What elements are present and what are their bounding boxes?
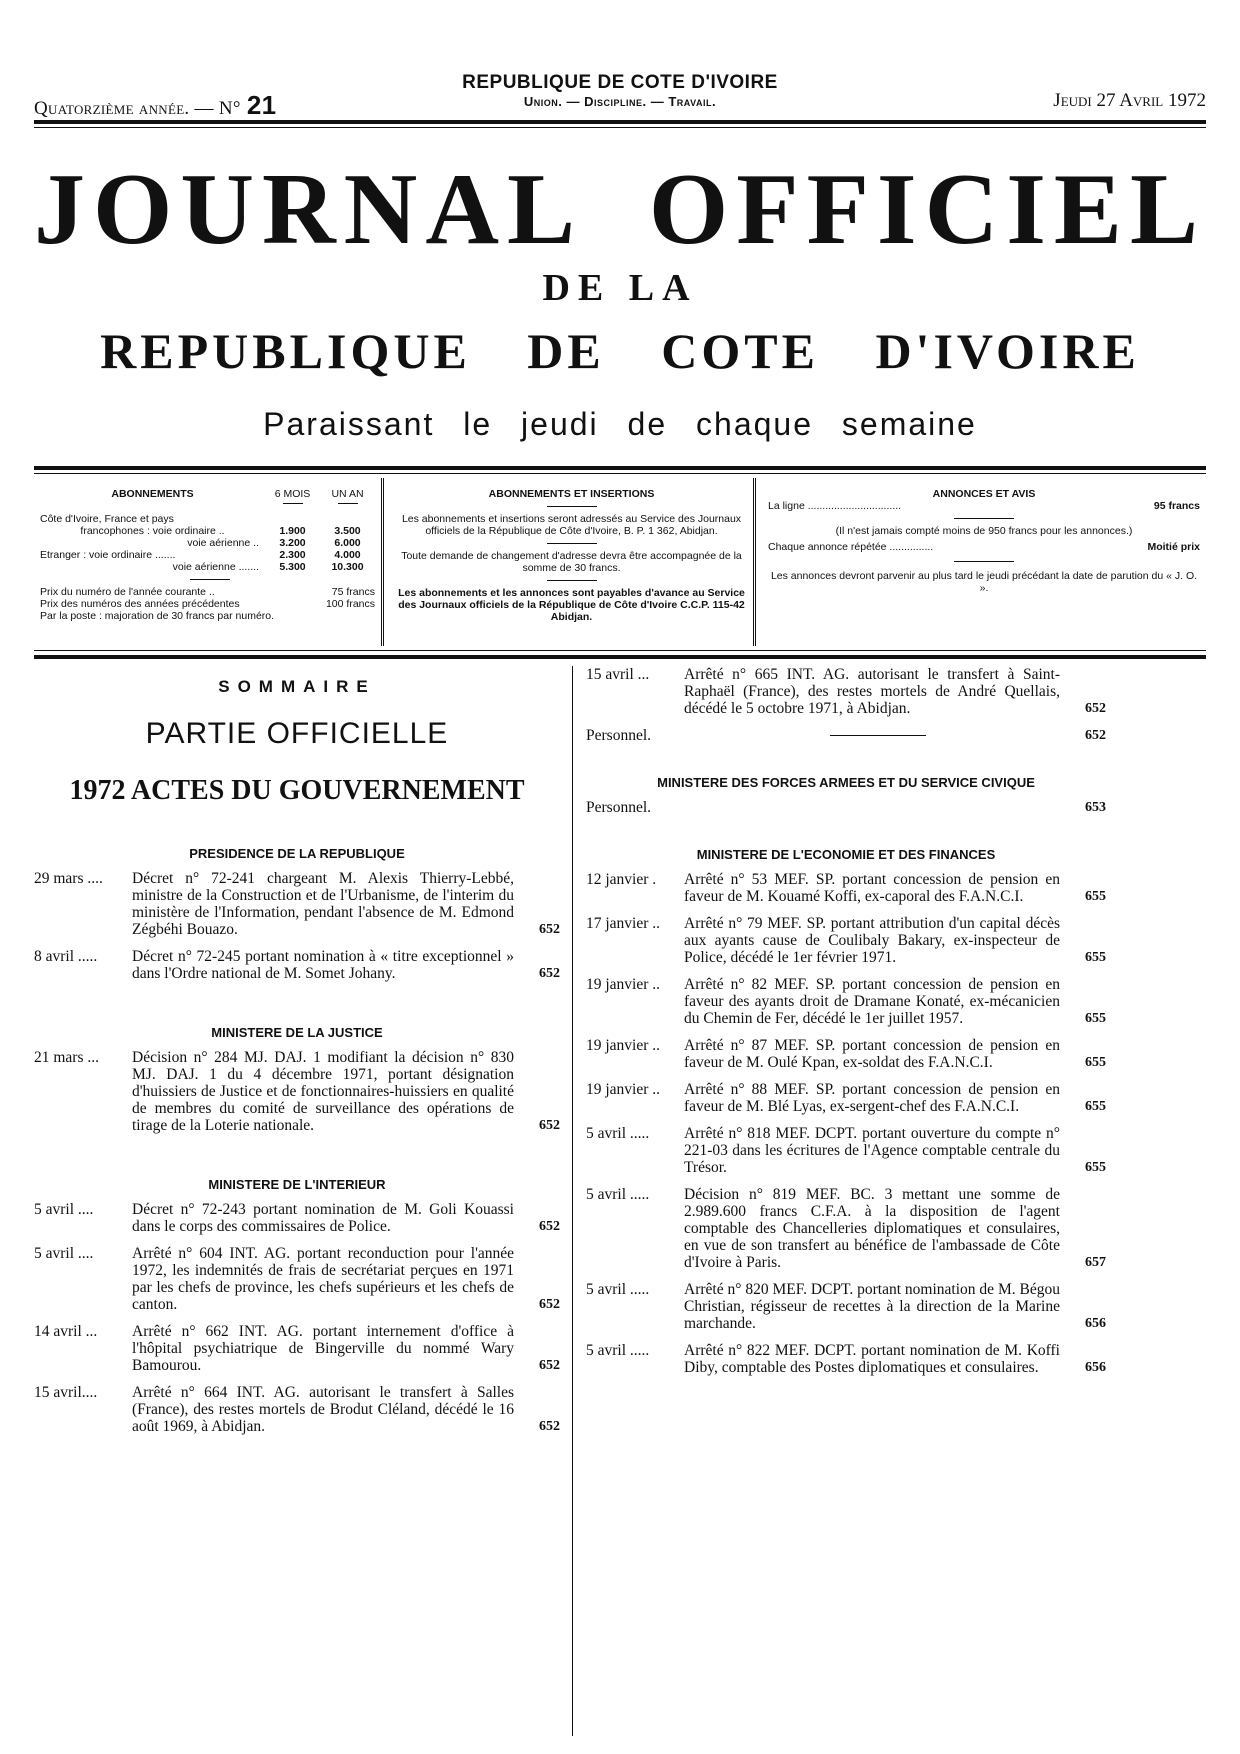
subscriptions-box	[34, 478, 384, 646]
list-item: 17 janvier .. Arrêté n° 79 MEF. SP. portant attribution d'un capital décès aux ayants cause de Coulibaly Bakary, ex-inspecteur de Police, décédé le 1er février 1971. 655	[586, 915, 1106, 966]
price-row: Par la poste : majoration de 30 francs par numéro.	[40, 610, 275, 622]
list-item: 15 avril.... Arrêté n° 664 INT. AG. autorisant le transfert à Salles (France), des restes mortels de Brodut Cléland, décédé le 16 août 1969, à Abidjan. 652	[34, 1384, 560, 1435]
subs-rule-top-thin	[34, 473, 1206, 474]
issue-date: Jeudi 27 Avril 1972	[1053, 90, 1206, 111]
price-row: Prix des numéros des années précédentes 100 francs	[40, 598, 375, 610]
right-column	[586, 666, 1106, 1386]
list-item: 21 mars ... Décision n° 284 MJ. DAJ. 1 modifiant la décision n° 830 MJ. DAJ. 1 du 4 décembre 1971, portant désignation d'huissiers de Justice et de fonctionnaires-huissiers en qualité de membres du comité de surveillance des opérations de tirage de la Loterie nationale. 652	[34, 1049, 560, 1134]
masthead-de-la: DE LA	[542, 267, 698, 309]
left-column	[34, 666, 560, 1445]
subs-row: francophones : voie ordinaire .. 1.900 3.500	[80, 525, 361, 537]
masthead-officiel: OFFICIEL	[648, 153, 1206, 266]
list-item: 12 janvier . Arrêté n° 53 MEF. SP. portant concession de pension en faveur de M. Kouamé Koffi, ex-caporal des F.A.N.C.I. 655	[586, 871, 1106, 905]
masthead-republique: REPUBLIQUE DE COTE D'IVOIRE	[100, 323, 1140, 379]
sommaire-title: SOMMAIRE	[218, 677, 376, 696]
announcements-box	[762, 478, 1206, 646]
section-title: MINISTERE DE L'ECONOMIE ET DES FINANCES	[696, 847, 996, 862]
subs-rule-bottom	[34, 655, 1206, 659]
list-item: 19 janvier .. Arrêté n° 87 MEF. SP. portant concession de pension en faveur de M. Oulé Kpan, ex-soldat des F.A.N.C.I. 655	[586, 1037, 1106, 1071]
publication-frequency: Paraissant le jeudi de chaque semaine	[263, 406, 977, 442]
section-title: MINISTERE DES FORCES ARMEES ET DU SERVICE CIVIQUE	[657, 775, 1035, 790]
section-title: PRESIDENCE DE LA REPUBLIQUE	[189, 846, 405, 861]
section-title: MINISTERE DE LA JUSTICE	[211, 1025, 383, 1040]
personnel-row: Personnel. 653	[586, 799, 1106, 816]
list-item: 14 avril ... Arrêté n° 662 INT. AG. portant internement d'office à l'hôpital psychiatrique de Bingerville du nommé Wary Bamourou. 652	[34, 1323, 560, 1374]
insertions-payment: Les abonnements et les annonces sont payables d'avance au Service des Journaux officiels de la République de Côte d'Ivoire C.C.P. 115-42 Abidjan.	[398, 587, 745, 623]
column-separator	[572, 666, 573, 1736]
header-rule	[34, 120, 1206, 124]
list-item: 8 avril ..... Décret n° 72-245 portant nomination à « titre exceptionnel » dans l'Ordre national de M. Somet Johany. 652	[34, 948, 560, 982]
repeat-price: Chaque annonce répétée ............... Moitié prix	[768, 541, 1200, 553]
country-name: REPUBLIQUE DE COTE D'IVOIRE	[462, 72, 778, 93]
section-title: MINISTERE DE L'INTERIEUR	[208, 1177, 386, 1192]
list-item: 29 mars .... Décret n° 72-241 chargeant M. Alexis Thierry-Lebbé, ministre de la Construction et de l'Urbanisme, de l'interim du ministère de l'Information, pendant l'absence de M. Edmond Zégbéhi Bouazo. 652	[34, 870, 560, 938]
masthead-journal: JOURNAL	[34, 153, 584, 266]
list-item: 19 janvier .. Arrêté n° 82 MEF. SP. portant concession de pension en faveur des ayants droit de Dramane Konaté, ex-mécanicien du Chemin de Fer, décédé le 1er juillet 1957. 655	[586, 976, 1106, 1027]
col-six-months: 6 MOIS	[274, 488, 311, 500]
list-item: 5 avril ..... Arrêté n° 822 MEF. DCPT. portant nomination de M. Koffi Diby, comptable des Postes diplomatiques et consulaires. 656	[586, 1342, 1106, 1376]
subs-row: voie aérienne .. 3.200 6.000	[187, 537, 361, 549]
insertions-title: ABONNEMENTS ET INSERTIONS	[488, 488, 655, 500]
line-price: La ligne ................................ 95 francs	[768, 500, 1200, 512]
list-item: 15 avril ... Arrêté n° 665 INT. AG. autorisant le transfert à Saint-Raphaël (France), des restes mortels de André Quellais, décédé le 5 octobre 1971, à Abidjan. 652	[586, 666, 1106, 717]
masthead	[34, 150, 1206, 270]
issue-header	[34, 72, 1206, 120]
list-item: 5 avril ..... Arrêté n° 820 MEF. DCPT. portant nomination de M. Bégou Christian, régisseur de recettes à la direction de la Marine marchande. 656	[586, 1281, 1106, 1332]
insertions-address: Les abonnements et insertions seront adressés au Service des Journaux officiels de la République de Côte d'Ivoire, B. P. 1 362, Abidjan.	[401, 513, 742, 537]
list-item: 5 avril .... Décret n° 72-243 portant nomination de M. Goli Kouassi dans le corps des commissaires de Police. 652	[34, 1201, 560, 1235]
subscriptions-title: ABONNEMENTS	[111, 488, 194, 500]
partie-officielle-title: PARTIE OFFICIELLE	[145, 717, 449, 750]
announcements-title: ANNONCES ET AVIS	[932, 488, 1036, 500]
insertions-box	[390, 478, 756, 646]
country-block	[34, 72, 1206, 109]
list-item: 19 janvier .. Arrêté n° 88 MEF. SP. portant concession de pension en faveur de M. Blé Lyas, ex-sergent-chef des F.A.N.C.I. 655	[586, 1081, 1106, 1115]
header-rule-thin	[34, 127, 1206, 128]
subs-rule-bottom-thin	[34, 650, 1206, 651]
deadline-note: Les annonces devront parvenir au plus tard le jeudi précédant la date de parution du « J. O. ».	[770, 570, 1198, 594]
minimum-note: (Il n'est jamais compté moins de 950 francs pour les annonces.)	[835, 525, 1133, 537]
list-item: 5 avril .... Arrêté n° 604 INT. AG. portant reconduction pour l'année 1972, les indemnités de frais de secrétariat perçues en 1971 par les chefs de province, les chefs supérieurs et les chefs de canton. 652	[34, 1245, 560, 1313]
insertions-address-change: Toute demande de changement d'adresse devra être accompagnée de la somme de 30 francs.	[401, 550, 742, 574]
actes-title: 1972 ACTES DU GOUVERNEMENT	[69, 775, 525, 806]
col-one-year: UN AN	[331, 488, 364, 500]
subscriptions-header	[40, 488, 375, 500]
subs-row: Côte d'Ivoire, France et pays	[40, 513, 174, 525]
personnel-row: Personnel. 652	[586, 727, 1106, 744]
subs-row: Etranger : voie ordinaire ....... 2.300 4.000	[40, 549, 361, 561]
national-motto: Union. — Discipline. — Travail.	[523, 94, 717, 109]
list-item: 5 avril ..... Arrêté n° 818 MEF. DCPT. portant ouverture du compte n° 221-03 dans les écritures de l'Agence comptable centrale du Trésor. 655	[586, 1125, 1106, 1176]
price-row: Prix du numéro de l'année courante .. 75 francs	[40, 586, 375, 598]
issue-number-value: 21	[246, 90, 277, 120]
list-item: 5 avril ..... Décision n° 819 MEF. BC. 3 mettant une somme de 2.989.600 francs C.F.A. à la disposition de l'agent comptable des Chancelleries diplomatiques et consulaires, en vue de son transfert au bénéfice de l'ambassade de Côte d'Ivoire à Paris. 657	[586, 1186, 1106, 1271]
subs-rule-top	[34, 466, 1206, 470]
edition-label: Quatorzième année. — N°	[34, 98, 241, 119]
subscription-info	[34, 478, 1206, 646]
subs-row: voie aérienne ....... 5.300 10.300	[172, 561, 364, 573]
